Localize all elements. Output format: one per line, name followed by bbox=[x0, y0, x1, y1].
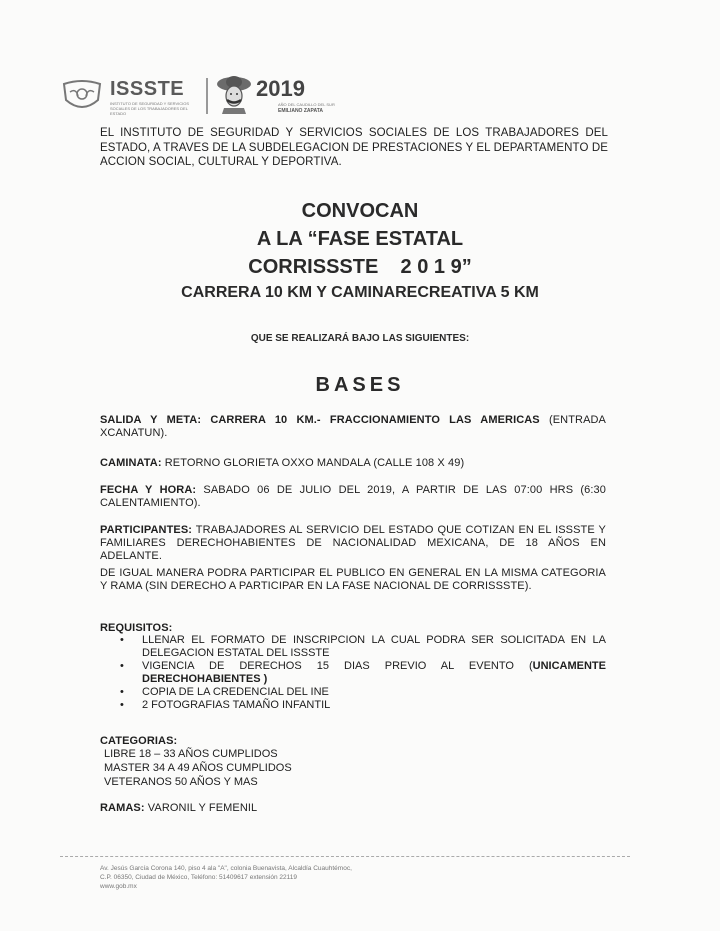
footer-line-2: C.P. 06350, Ciudad de México, Teléfono: 51409617 extensión 22119 bbox=[100, 874, 297, 881]
logo-divider bbox=[206, 78, 208, 114]
categorias-list bbox=[104, 747, 292, 789]
requisito-formato: LLENAR EL FORMATO DE INSCRIPCION LA CUAL PODRA SER SOLICITADA EN LA DELEGACION ESTATAL DEL ISSSTE bbox=[142, 634, 606, 659]
list-item bbox=[100, 660, 606, 686]
year-logo-text: 2019 bbox=[256, 76, 305, 101]
title-fase-estatal: A LA “FASE ESTATAL bbox=[256, 228, 464, 250]
ramas-label: RAMAS: bbox=[100, 802, 145, 814]
footer-divider bbox=[60, 856, 630, 857]
zapata-portrait-icon bbox=[216, 74, 252, 114]
requisito-vigencia-bold: UNICAMENTE DERECHOHABIENTES ) bbox=[142, 660, 606, 685]
footer-website: www.gob.mx bbox=[100, 883, 137, 890]
categoria-veteranos: VETERANOS 50 AÑOS Y MAS bbox=[104, 776, 258, 788]
participantes-label: PARTICIPANTES: bbox=[100, 524, 193, 536]
participantes-section bbox=[100, 524, 606, 563]
participantes-publico: DE IGUAL MANERA PODRA PARTICIPAR EL PUBLICO EN GENERAL EN LA MISMA CATEGORIA Y RAMA (SIN DERECHO A PARTICIPAR EN LA FASE NACIONAL DE CORRISSSTE). bbox=[100, 567, 606, 592]
title-corrissste: CORRISSSTE 2 0 1 9” bbox=[248, 256, 472, 278]
bases-heading: BASES bbox=[315, 374, 405, 396]
categorias-label: CATEGORIAS: bbox=[100, 735, 178, 747]
title-convocan: CONVOCAN bbox=[301, 200, 419, 222]
list-item bbox=[100, 686, 606, 699]
requisito-ine: COPIA DE LA CREDENCIAL DEL INE bbox=[142, 686, 329, 698]
year-logo-name: EMILIANO ZAPATA bbox=[278, 108, 323, 114]
subtitle: QUE SE REALIZARÁ BAJO LAS SIGUIENTES: bbox=[250, 333, 470, 344]
issste-logo-subtext: INSTITUTO DE SEGURIDAD Y SERVICIOS SOCIALES DE LOS TRABAJADORES DEL ESTADO bbox=[110, 101, 190, 116]
requisitos-label: REQUISITOS: bbox=[100, 622, 173, 634]
title-carrera: CARRERA 10 KM Y CAMINARECREATIVA 5 KM bbox=[181, 284, 539, 301]
list-item bbox=[100, 634, 606, 660]
categoria-libre: LIBRE 18 – 33 AÑOS CUMPLIDOS bbox=[104, 748, 278, 760]
intro-paragraph: EL INSTITUTO DE SEGURIDAD Y SERVICIOS SOCIALES DE LOS TRABAJADORES DEL ESTADO, A TRAVES DE LA SUBDELEGACION DE PRESTACIONES Y EL DEPARTAMENTO DE ACCION SOCIAL, CULTURAL Y DEPORTIVA. bbox=[100, 127, 608, 168]
requisitos-list bbox=[100, 634, 606, 712]
caminata-text: RETORNO GLORIETA OXXO MANDALA (CALLE 108 X 49) bbox=[161, 457, 465, 469]
list-item bbox=[100, 699, 606, 712]
participantes-text: TRABAJADORES AL SERVICIO DEL ESTADO QUE COTIZAN EN EL ISSSTE Y FAMILIARES DERECHOHABIENTES DE NACIONALIDAD MEXICANA, DE 18 AÑOS EN ADELANTE. bbox=[100, 524, 606, 562]
caminata-section bbox=[100, 457, 606, 470]
header-logos bbox=[60, 70, 360, 120]
year-logo-subtext: AÑO DEL CAUDILLO DEL SUR bbox=[278, 102, 335, 107]
issste-shield-icon bbox=[60, 80, 104, 112]
fecha-text: SABADO 06 DE JULIO DEL 2019, A PARTIR DE LAS 07:00 HRS (6:30 CALENTAMIENTO). bbox=[100, 484, 606, 509]
footer-address bbox=[100, 864, 352, 891]
salida-label: SALIDA Y META: CARRERA 10 KM.- FRACCIONAMIENTO LAS AMERICAS bbox=[100, 414, 540, 426]
fecha-section bbox=[100, 484, 606, 510]
salida-section bbox=[100, 414, 606, 440]
caminata-label: CAMINATA: bbox=[100, 457, 162, 469]
ramas-section bbox=[100, 802, 606, 815]
salida-text: (ENTRADA XCANATUN). bbox=[100, 414, 606, 439]
categoria-master: MASTER 34 A 49 AÑOS CUMPLIDOS bbox=[104, 762, 292, 774]
fecha-label: FECHA Y HORA: bbox=[100, 484, 197, 496]
ramas-text: VARONIL Y FEMENIL bbox=[144, 802, 258, 814]
requisito-vigencia: VIGENCIA DE DERECHOS 15 DIAS PREVIO AL EVENTO ( bbox=[142, 660, 533, 672]
issste-logo-text: ISSSTE bbox=[110, 78, 185, 100]
footer-line-1: Av. Jesús García Corona 140, piso 4 ala "A", colonia Buenavista, Alcaldía Cuauhtémoc, bbox=[100, 865, 352, 872]
requisito-fotografias: 2 FOTOGRAFIAS TAMAÑO INFANTIL bbox=[142, 699, 331, 711]
